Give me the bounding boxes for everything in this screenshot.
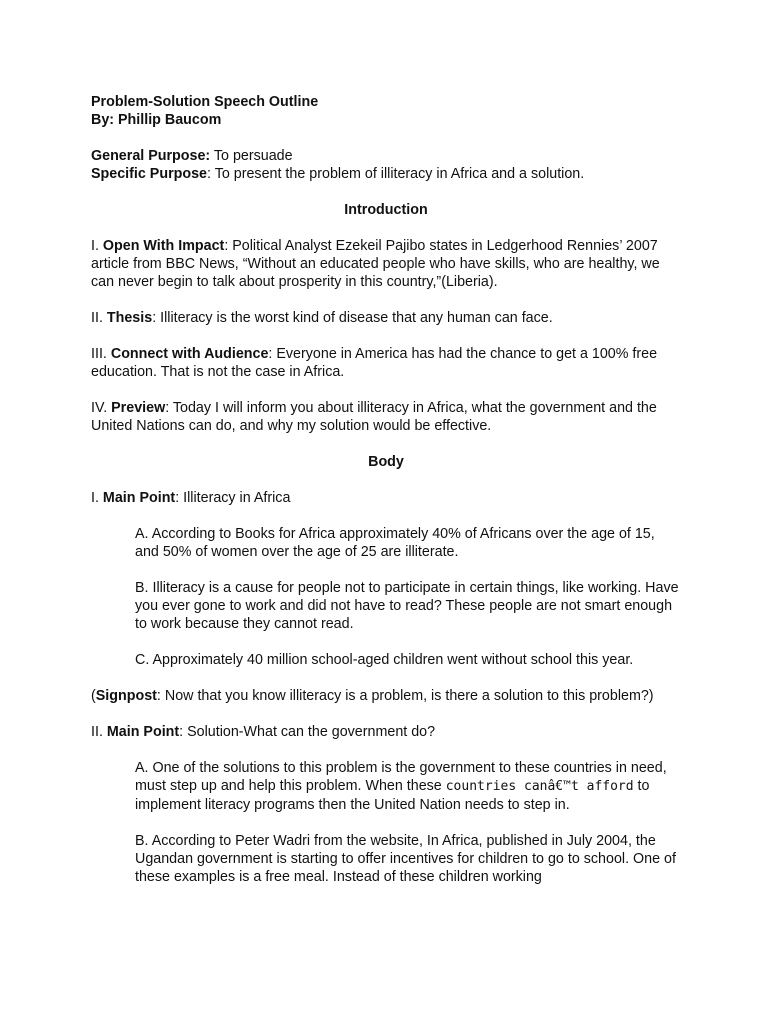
signpost-text: : Now that you know illiteracy is a problem, is there a solution to this problem?)	[156, 688, 654, 704]
main-point-1	[91, 489, 681, 507]
main-point-text: : Solution-What can the government do?	[179, 724, 436, 740]
intro-item-open-with-impact	[91, 237, 681, 291]
specific-purpose-text: : To present the problem of illiteracy in Africa and a solution.	[207, 166, 585, 182]
intro-item-label: Connect with Audience	[110, 346, 269, 362]
main-point-text: : Illiteracy in Africa	[175, 490, 291, 506]
main-point-label: Main Point	[106, 724, 180, 740]
signpost-label: Signpost	[95, 688, 157, 704]
sub-point-2a	[135, 759, 681, 814]
document-byline: By: Phillip Baucom	[91, 112, 222, 128]
specific-purpose-label: Specific Purpose	[91, 166, 208, 182]
intro-item-text: : Illiteracy is the worst kind of disease that any human can face.	[152, 310, 553, 326]
main-point-number: I.	[91, 490, 103, 506]
sub-point-1a: A. According to Books for Africa approximately 40% of Africans over the age of 15, and 50% of women over the age of 25 are illiterate.	[135, 526, 655, 560]
intro-item-thesis	[91, 309, 681, 327]
intro-item-label: Thesis	[106, 310, 153, 326]
sub-point-2a-mono-text: countries canâ€™t afford	[445, 779, 634, 794]
intro-item-label: Open With Impact	[102, 238, 225, 254]
sub-point-1c: C. Approximately 40 million school-aged children went without school this year.	[135, 652, 634, 668]
main-point-2	[91, 723, 681, 741]
intro-item-number: II.	[91, 310, 107, 326]
document-body	[91, 93, 681, 886]
intro-item-text: : Political Analyst Ezekeil Pajibo states in Ledgerhood Rennies’ 2007 article from BBC News, “Without an educated people who have skills, who are healthy, we can never begin to talk about prosperity in this country,”(Liberia).	[91, 238, 660, 290]
intro-item-label: Preview	[111, 400, 166, 416]
sub-point-1b: B. Illiteracy is a cause for people not to participate in certain things, like working. Have you ever gone to work and did not have to read? These people are not smart enough to work because they cannot read.	[135, 580, 679, 632]
intro-item-number: IV.	[91, 400, 112, 416]
intro-item-text: : Everyone in America has had the chance to get a 100% free education. That is not the case in Africa.	[91, 346, 658, 380]
intro-item-number: I.	[91, 238, 103, 254]
general-purpose	[91, 147, 681, 165]
intro-item-connect	[91, 345, 681, 381]
sub-point-2b: B. According to Peter Wadri from the website, In Africa, published in July 2004, the Ugandan government is starting to offer incentives for children to go to school. One of these examples is a free meal. Instead of these children working	[135, 833, 676, 885]
document-title: Problem-Solution Speech Outline	[91, 94, 319, 110]
body-heading: Body	[368, 454, 404, 470]
sub-point-2a-text-1: A. One of the solutions to this problem is the government to these countries in need, must step up and help this problem. When these	[135, 760, 667, 794]
main-point-number: II.	[91, 724, 107, 740]
general-purpose-text: To persuade	[210, 148, 293, 164]
main-point-label: Main Point	[102, 490, 176, 506]
sub-point-2a-text-2: to implement literacy programs then the United Nation needs to step in.	[135, 778, 650, 813]
signpost	[91, 687, 681, 705]
general-purpose-label: General Purpose:	[91, 148, 211, 164]
signpost-open: (	[91, 688, 96, 704]
intro-item-number: III.	[91, 346, 111, 362]
introduction-heading: Introduction	[344, 202, 428, 218]
intro-item-preview	[91, 399, 681, 435]
intro-item-text: : Today I will inform you about illiteracy in Africa, what the government and the United Nations can do, and why my solution would be effective.	[91, 400, 657, 434]
specific-purpose	[91, 165, 681, 183]
